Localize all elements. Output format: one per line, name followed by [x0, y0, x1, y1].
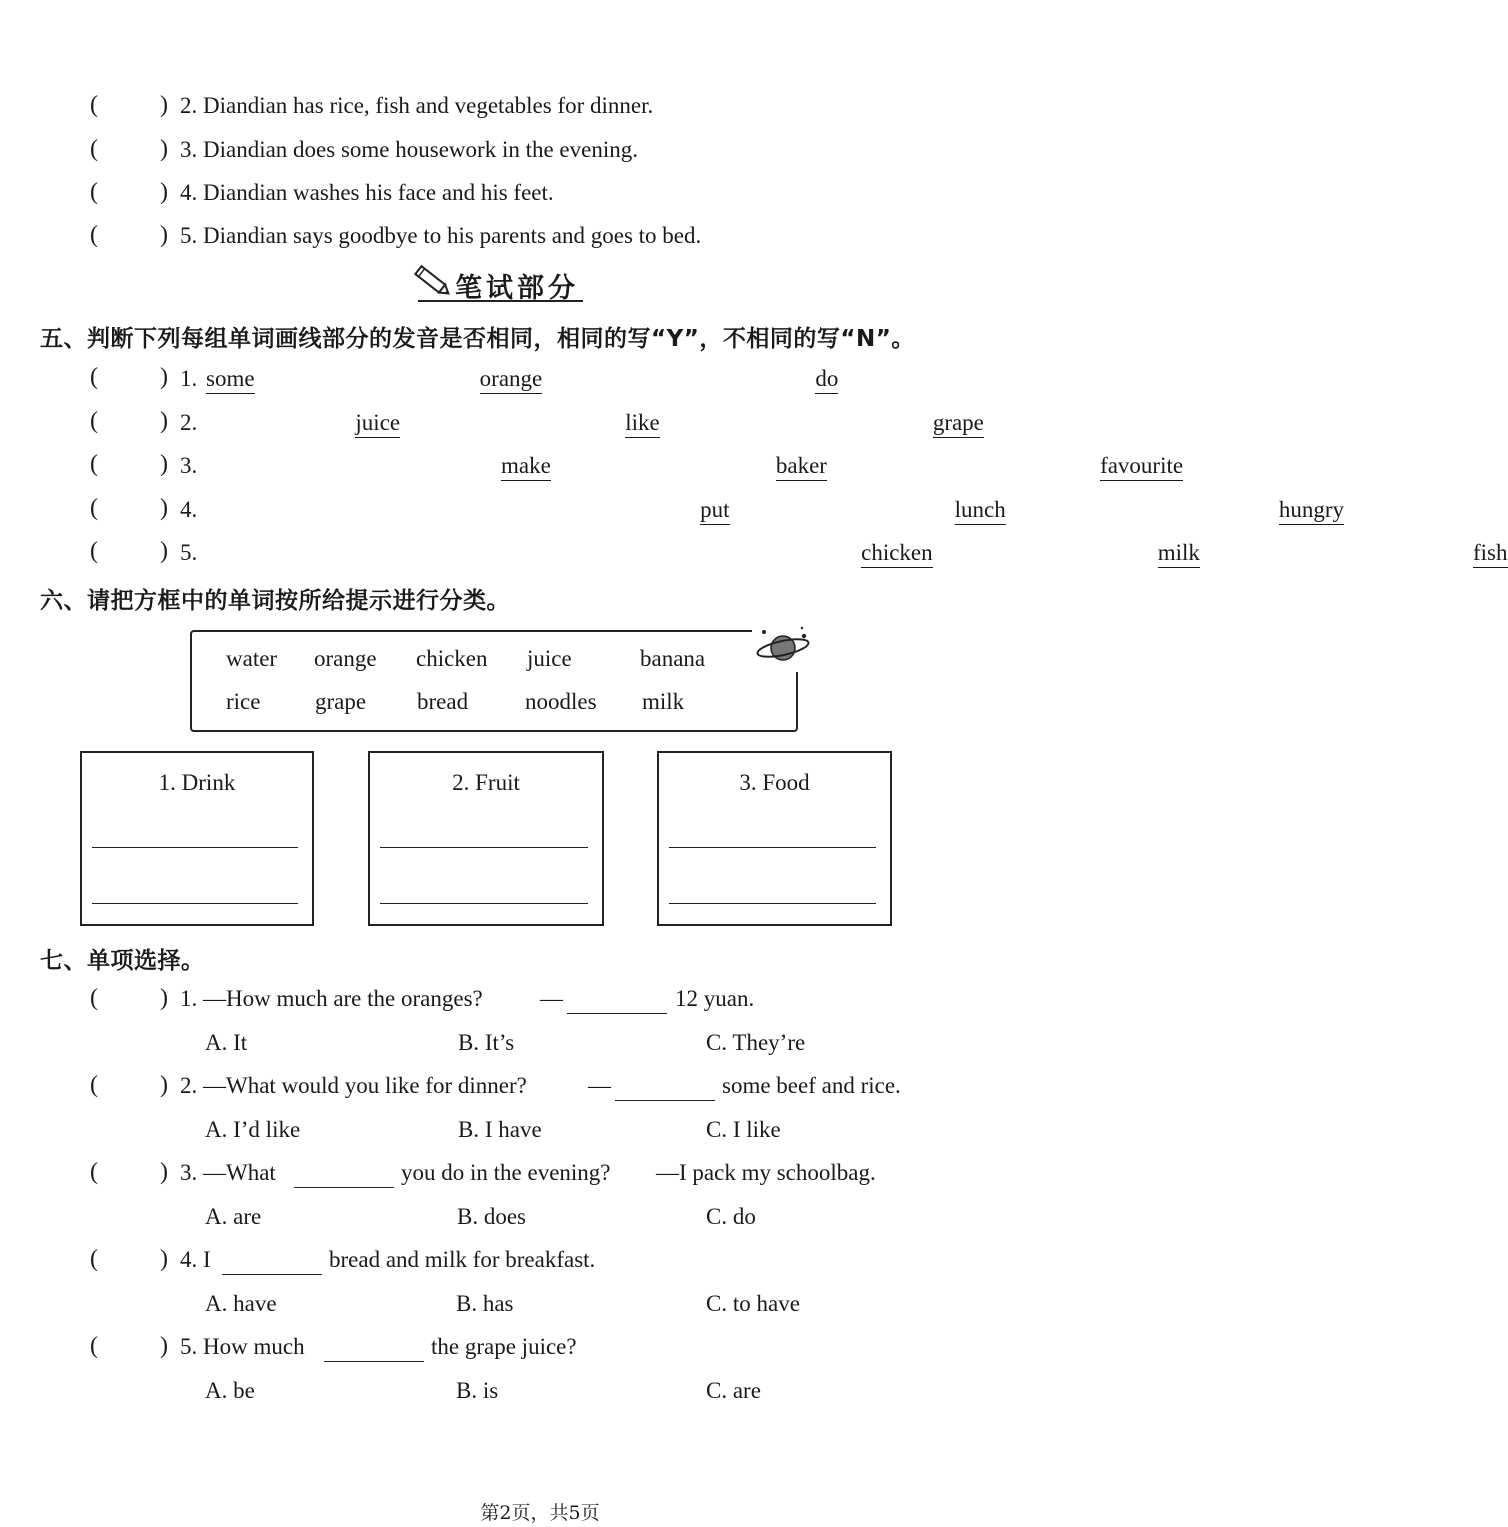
answer-paren[interactable]: (: [90, 222, 98, 248]
question-dash: —: [540, 986, 563, 1011]
word-box-word: orange: [314, 646, 377, 671]
option-a[interactable]: A. be: [205, 1378, 255, 1403]
word-number: 3.: [180, 453, 198, 478]
answer-paren[interactable]: (: [90, 1072, 98, 1098]
answer-paren: ): [160, 985, 168, 1011]
option-a[interactable]: A. It: [205, 1030, 248, 1055]
option-c[interactable]: C. They’re: [706, 1030, 806, 1055]
question: 3. —What: [180, 1160, 276, 1185]
word: fish: [1473, 540, 1508, 565]
banner-underline: [418, 300, 583, 302]
option-a[interactable]: A. have: [205, 1291, 277, 1316]
word-box-word: water: [226, 646, 278, 671]
word-number: 1.: [180, 366, 198, 391]
answer-paren[interactable]: (: [90, 179, 98, 205]
planet-icon: [752, 624, 814, 672]
answer-paren[interactable]: (: [90, 1246, 98, 1272]
answer-paren[interactable]: (: [90, 1333, 98, 1359]
answer-blank[interactable]: [324, 1361, 424, 1362]
category-box-fruit: [368, 751, 604, 926]
word: put: [700, 497, 730, 522]
list-item: 4. Diandian washes his face and his feet.: [180, 180, 554, 205]
answer-paren: ): [160, 1072, 168, 1098]
question-tail: bread and milk for breakfast.: [329, 1247, 596, 1272]
option-c[interactable]: C. I like: [706, 1117, 781, 1142]
option-a[interactable]: A. I’d like: [205, 1117, 301, 1142]
part-banner-title: 笔试部分: [455, 273, 579, 304]
answer-paren[interactable]: (: [90, 364, 98, 390]
page-footer: 第2页，共5页: [480, 1502, 600, 1524]
word-box-word: grape: [315, 689, 367, 714]
question-tail: 12 yuan.: [675, 986, 755, 1011]
answer-paren[interactable]: (: [90, 1159, 98, 1185]
word-number: 5.: [180, 540, 198, 565]
question-tail: some beef and rice.: [722, 1073, 901, 1098]
word: do: [815, 366, 839, 391]
answer-paren[interactable]: (: [90, 495, 98, 521]
answer-line[interactable]: [92, 847, 298, 848]
answer-paren: ): [160, 222, 168, 248]
answer-line[interactable]: [380, 847, 588, 848]
word-box-word: chicken: [416, 646, 488, 671]
question: 2. —What would you like for dinner?: [180, 1073, 527, 1098]
option-a[interactable]: A. are: [205, 1204, 262, 1229]
answer-paren[interactable]: (: [90, 92, 98, 118]
word-number: 2.: [180, 410, 198, 435]
category-box-food: [657, 751, 892, 926]
category-box-drink: [80, 751, 314, 926]
list-item: 3. Diandian does some housework in the evening.: [180, 137, 638, 162]
answer-line[interactable]: [669, 903, 876, 904]
word: juice: [355, 410, 401, 435]
word: favourite: [1100, 453, 1184, 478]
answer-paren: ): [160, 364, 168, 390]
word: make: [500, 453, 551, 478]
question-tail: you do in the evening?: [401, 1160, 611, 1185]
option-b[interactable]: B. I have: [458, 1117, 542, 1142]
question-dash: —: [588, 1073, 611, 1098]
question: 1. —How much are the oranges?: [180, 986, 483, 1011]
word-box-word: juice: [527, 646, 572, 671]
answer-blank[interactable]: [294, 1187, 394, 1188]
answer-blank[interactable]: [567, 1013, 667, 1014]
section6-heading: 六、请把方框中的单词按所给提示进行分类。: [40, 588, 510, 614]
answer-blank[interactable]: [615, 1100, 715, 1101]
word-box-word: rice: [226, 689, 261, 714]
answer-paren: ): [160, 1246, 168, 1272]
option-b[interactable]: B. has: [456, 1291, 514, 1316]
answer-paren: ): [160, 136, 168, 162]
category-title: 3. Food: [739, 770, 810, 795]
answer-paren: ): [160, 408, 168, 434]
word: lunch: [954, 497, 1006, 522]
answer-paren[interactable]: (: [90, 538, 98, 564]
answer-paren: ): [160, 92, 168, 118]
section7-heading: 七、单项选择。: [40, 948, 205, 974]
option-b[interactable]: B. is: [456, 1378, 499, 1403]
question-answer: —I pack my schoolbag.: [656, 1160, 876, 1185]
answer-line[interactable]: [669, 847, 876, 848]
word: baker: [775, 453, 827, 478]
option-b[interactable]: B. does: [457, 1204, 526, 1229]
question-tail: the grape juice?: [431, 1334, 577, 1359]
answer-line[interactable]: [380, 903, 588, 904]
answer-paren: ): [160, 1333, 168, 1359]
option-c[interactable]: C. do: [706, 1204, 756, 1229]
word: orange: [479, 366, 543, 391]
answer-paren: ): [160, 179, 168, 205]
answer-blank[interactable]: [222, 1274, 322, 1275]
word: grape: [932, 410, 984, 435]
option-c[interactable]: C. to have: [706, 1291, 800, 1316]
answer-paren: ): [160, 538, 168, 564]
word-box-word: milk: [642, 689, 685, 714]
word: milk: [1157, 540, 1200, 565]
answer-paren: ): [160, 495, 168, 521]
question: 5. How much: [180, 1334, 305, 1359]
answer-paren: ): [160, 1159, 168, 1185]
category-title: 1. Drink: [158, 770, 236, 795]
question: 4. I: [180, 1247, 211, 1272]
word: chicken: [861, 540, 933, 565]
answer-paren[interactable]: (: [90, 408, 98, 434]
answer-paren[interactable]: (: [90, 451, 98, 477]
pencil-icon: [410, 262, 454, 302]
word-box: [190, 630, 798, 732]
word-number: 4.: [180, 497, 198, 522]
answer-paren[interactable]: (: [90, 985, 98, 1011]
list-item: 5. Diandian says goodbye to his parents and goes to bed.: [180, 223, 702, 248]
word-box-word: banana: [640, 646, 706, 671]
word: like: [625, 410, 660, 435]
list-item: 2. Diandian has rice, fish and vegetables for dinner.: [180, 93, 654, 118]
option-b[interactable]: B. It’s: [458, 1030, 515, 1055]
answer-line[interactable]: [92, 903, 298, 904]
answer-paren[interactable]: (: [90, 136, 98, 162]
category-title: 2. Fruit: [452, 770, 520, 795]
option-c[interactable]: C. are: [706, 1378, 761, 1403]
word: some: [206, 366, 255, 391]
word: hungry: [1278, 497, 1345, 522]
word-box-word: bread: [417, 689, 469, 714]
answer-paren: ): [160, 451, 168, 477]
word-box-word: noodles: [525, 689, 597, 714]
section5-heading: 五、判断下列每组单词画线部分的发音是否相同，相同的写“Y”，不相同的写“N”。: [40, 326, 915, 352]
